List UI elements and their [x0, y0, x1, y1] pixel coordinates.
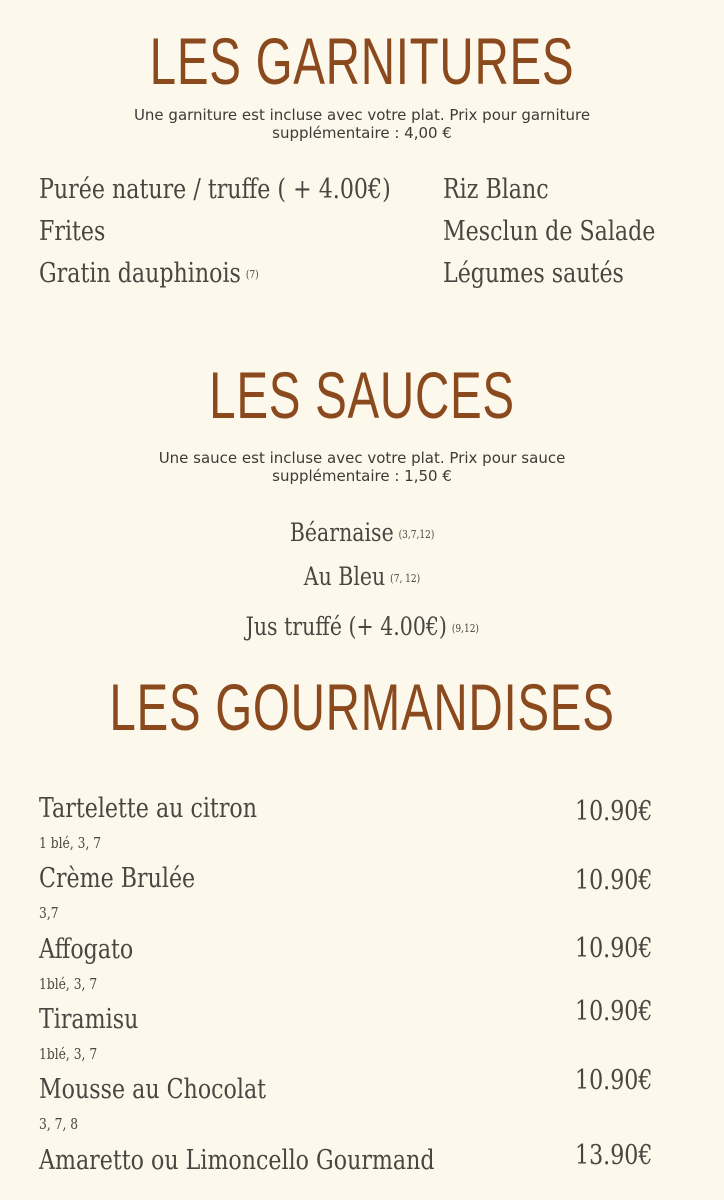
dessert-name: Tartelette au citron: [39, 793, 258, 824]
garniture-item-name: Légumes sautés: [443, 258, 624, 289]
dessert-price: 10.90€: [574, 1065, 652, 1096]
sauce-allergens: (9,12): [451, 621, 479, 635]
sauces-note-line1: Une sauce est incluse avec votre plat. Prix pour sauce: [158, 449, 566, 467]
dessert-price: 13.90€: [574, 1140, 652, 1171]
garniture-item-name: Riz Blanc: [443, 174, 549, 205]
dessert-price: 10.90€: [574, 996, 652, 1027]
sauce-allergens: (3,7,12): [398, 527, 435, 541]
dessert-allergens: 3, 7, 8: [39, 1115, 79, 1133]
dessert-allergens: 1 blé, 3, 7: [39, 834, 102, 852]
garniture-item: [443, 175, 549, 205]
sauce-item-name: Au Bleu: [303, 562, 386, 591]
garniture-item-name: Frites: [39, 216, 106, 247]
garniture-item: [443, 217, 655, 247]
garniture-item: [39, 175, 391, 205]
dessert-name: Crème Brulée: [39, 863, 196, 894]
garniture-item-name: Gratin dauphinois: [39, 258, 241, 289]
dessert-name: Tiramisu: [39, 1004, 139, 1035]
sauces-title: LES SAUCES: [209, 358, 515, 432]
dessert-name: Affogato: [39, 934, 134, 965]
sauce-item-name: Béarnaise: [289, 518, 394, 547]
garniture-allergens: (7): [245, 267, 259, 281]
garnitures-note-line1: Une garniture est incluse avec votre plat. Prix pour garniture: [133, 106, 591, 124]
garnitures-note-line2: supplémentaire : 4,00 €: [272, 124, 452, 142]
dessert-name: Mousse au Chocolat: [39, 1074, 267, 1105]
garniture-item: [39, 217, 105, 247]
sauce-allergens: (7, 12): [390, 571, 421, 585]
dessert-price: 10.90€: [574, 865, 652, 896]
dessert-allergens: 3,7: [39, 904, 59, 922]
dessert-allergens: 1blé, 3, 7: [39, 1045, 98, 1063]
sauces-note: [0, 449, 724, 485]
dessert-name: Amaretto ou Limoncello Gourmand: [39, 1145, 435, 1176]
garniture-item: [39, 259, 259, 290]
sauce-item-name: Jus truffé (+ 4.00€): [245, 612, 447, 641]
garnitures-title: LES GARNITURES: [149, 24, 575, 98]
sauce-item: [0, 612, 724, 644]
garniture-item: [443, 259, 624, 289]
garniture-item-name: Mesclun de Salade: [443, 216, 656, 247]
dessert-price: 10.90€: [574, 796, 652, 827]
garnitures-note: [0, 106, 724, 142]
gourmandises-title: LES GOURMANDISES: [109, 670, 615, 744]
dessert-price: 10.90€: [574, 933, 652, 964]
sauce-item: [0, 518, 724, 550]
dessert-allergens: 1blé, 3, 7: [39, 975, 98, 993]
garniture-item-name: Purée nature / truffe ( + 4.00€): [39, 174, 391, 205]
sauces-note-line2: supplémentaire : 1,50 €: [272, 467, 452, 485]
sauce-item: [0, 562, 724, 594]
